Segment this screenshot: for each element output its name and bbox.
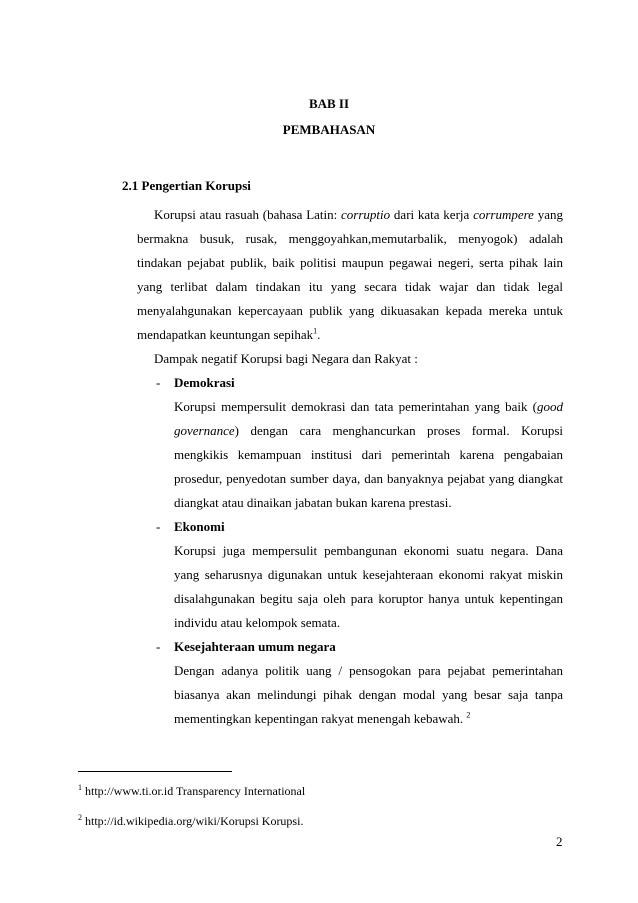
footnote-mark: 2 xyxy=(78,813,82,822)
para1-line5: menyalahgunakan kepercayaan publik yang dikuasakan kepada mereka untuk xyxy=(137,303,563,318)
footnote-2 xyxy=(78,814,303,829)
bullet-dash: - xyxy=(156,519,161,534)
footnote-text[interactable]: http://id.wikipedia.org/wiki/Korupsi Korupsi. xyxy=(85,814,304,828)
footnote-1 xyxy=(78,784,305,799)
demokrasi-line5: diangkat atau dinaikan jabatan bukan karena prestasi. xyxy=(174,495,452,510)
page-number: 2 xyxy=(556,834,563,849)
footnote-text[interactable]: http://www.ti.or.id Transparency International xyxy=(85,784,306,798)
item-title-kesejahteraan: Kesejahteraan umum negara xyxy=(174,639,336,654)
bullet-dash: - xyxy=(156,639,161,654)
latin-term: corruptio xyxy=(341,207,391,222)
demokrasi-line2 xyxy=(174,421,563,441)
item-text: mementingkan kepentingan rakyat menengah kebawah. xyxy=(174,711,464,726)
para1-text: dari kata kerja xyxy=(390,207,474,222)
english-term: governance xyxy=(174,423,235,438)
para1-line6 xyxy=(137,325,320,345)
para1-text: mendapatkan keuntungan sepihak xyxy=(137,327,314,342)
ekonomi-line3: disalahgunakan begitu saja oleh para koruptor hanya untuk kepentingan xyxy=(174,591,563,606)
para1-line1 xyxy=(154,205,563,225)
kesejahteraan-line2: biasanya akan melindungi pihak dengan modal yang besar saja tanpa xyxy=(174,687,563,702)
para1-line3: tindakan pejabat publik, baik politisi maupun pegawai negeri, serta pihak lain xyxy=(137,255,563,270)
kesejahteraan-line1: Dengan adanya politik uang / pensogokan para pejabat pemerintahan xyxy=(174,663,563,678)
demokrasi-line4: prosedur, penyedotan sumber daya, dan banyaknya pejabat yang diangkat xyxy=(174,471,563,486)
kesejahteraan-line3 xyxy=(174,709,470,729)
demokrasi-line1 xyxy=(174,397,563,417)
footnote-separator xyxy=(78,771,232,772)
section-heading: 2.1 Pengertian Korupsi xyxy=(122,178,251,193)
bullet-dash: - xyxy=(156,375,161,390)
chapter-number: BAB II xyxy=(308,96,350,111)
item-title-demokrasi: Demokrasi xyxy=(174,375,235,390)
para1-line4: yang terlibat dalam tindakan itu yang secara tidak wajar dan tidak legal xyxy=(137,279,563,294)
para1-text: . xyxy=(317,327,321,342)
item-text: Korupsi mempersulit demokrasi dan tata pemerintahan yang baik ( xyxy=(174,399,537,414)
ekonomi-line1: Korupsi juga mempersulit pembangunan ekonomi suatu negara. Dana xyxy=(174,543,563,558)
ekonomi-line2: yang seharusnya digunakan untuk kesejahteraan ekonomi rakyat miskin xyxy=(174,567,563,582)
para1-text: Korupsi atau rasuah (bahasa Latin: xyxy=(154,207,342,222)
english-term: good xyxy=(537,399,563,414)
latin-term: corrumpere xyxy=(473,207,534,222)
item-title-ekonomi: Ekonomi xyxy=(174,519,225,534)
demokrasi-line3: mengkikis kemampuan institusi dari pemerintah karena pengabaian xyxy=(174,447,563,462)
footnote-mark: 1 xyxy=(78,783,82,792)
para1-line2: bermakna busuk, rusak, menggoyahkan,memutarbalik, menyogok) adalah xyxy=(137,231,563,246)
item-text: ) dengan cara menghancurkan proses formal. Korupsi xyxy=(234,423,563,438)
ekonomi-line4: individu atau kelompok semata. xyxy=(174,615,341,630)
footnote-ref: 2 xyxy=(466,710,471,720)
para1-text: yang xyxy=(533,207,564,222)
chapter-title: PEMBAHASAN xyxy=(282,122,376,137)
impact-intro: Dampak negatif Korupsi bagi Negara dan Rakyat : xyxy=(154,351,418,366)
footnote-ref: 1 xyxy=(313,326,318,336)
